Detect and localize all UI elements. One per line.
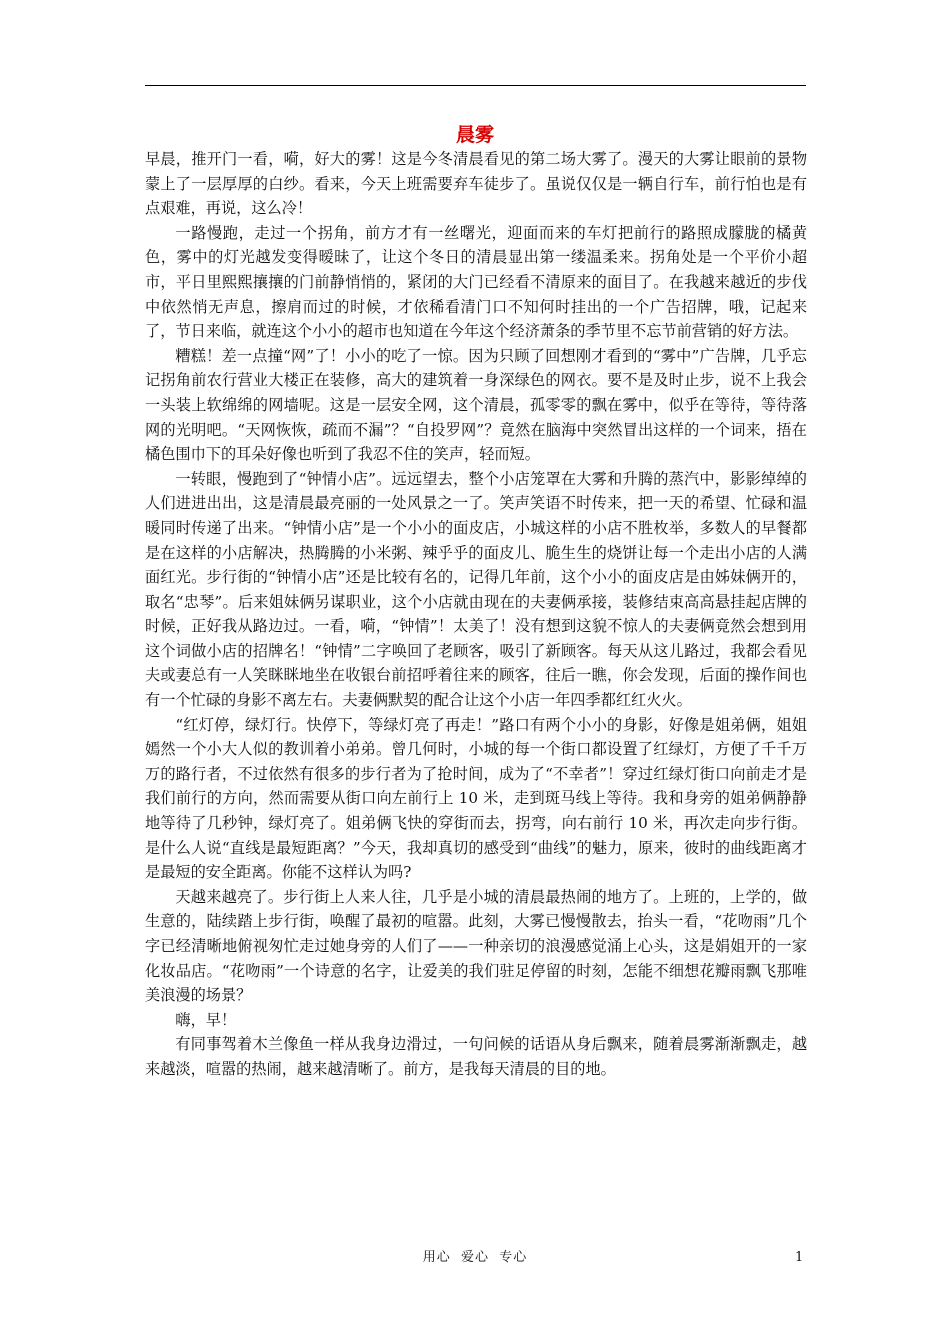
paragraph-8: 有同事驾着木兰像鱼一样从我身边滑过，一句问候的话语从身后飘来，随着晨雾渐渐飘走，越来越淡，喧嚣的热闹，越来越清晰了。前方，是我每天清晨的目的地。 xyxy=(145,1035,807,1078)
paragraph-6: 天越来越亮了。步行街上人来人往，几乎是小城的清晨最热闹的地方了。上班的，上学的，做生意的，陆续踏上步行街，唤醒了最初的喧嚣。此刻，大雾已慢慢散去，抬头一看，“花吻雨”几个字已经清晰地俯视匆忙走过她身旁的人们了——一种亲切的浪漫感觉涌上心头，这是娟姐开的一家化妆品店。“花吻雨”一个诗意的名字，让爱美的我们驻足停留的时刻，怎能不细想花瓣雨飘飞那唯美浪漫的场景？ xyxy=(145,887,807,1005)
paragraph-4: 一转眼，慢跑到了“钟情小店”。远远望去，整个小店笼罩在大雾和升腾的蒸汽中，影影绰绰的人们进进出出，这是清晨最亮丽的一处风景之一了。笑声笑语不时传来，把一天的希望、忙碌和温暖同时传递了出来。“钟情小店”是一个小小的面皮店，小城这样的小店不胜枚举，多数人的早餐都是在这样的小店解决，热腾腾的小米粥、辣乎乎的面皮儿、脆生生的烧饼让每一个走出小店的人满面红光。步行街的“钟情小店”还是比较有名的，记得几年前，这个小小的面皮店是由姊妹俩开的，取名“忠琴”。后来姐妹俩另谋职业，这个小店就由现在的夫妻俩承接，装修结束高高悬挂起店牌的时候，正好我从路边过。一看，嗬，“钟情”！太美了！没有想到这貌不惊人的夫妻俩竟然会想到用这个词做小店的招牌名！“钟情”二字唤回了老顾客，吸引了新顾客。每天从这儿路过，我都会看见夫或妻总有一人笑眯眯地坐在收银台前招呼着往来的顾客，往后一瞧，你会发现，后面的操作间也有一个忙碌的身影不离左右。夫妻俩默契的配合让这个小店一年四季都红红火火。 xyxy=(145,469,807,710)
paragraph-1: 早晨，推开门一看，嗬，好大的雾！这是今冬清晨看见的第二场大雾了。漫天的大雾让眼前的景物蒙上了一层厚厚的白纱。看来，今天上班需要弃车徒步了。虽说仅仅是一辆自行车，前行怕也是有点艰难，再说，这么冷！ xyxy=(145,150,807,218)
page-number: 1 xyxy=(795,1250,804,1265)
document-title: 晨雾 xyxy=(455,124,494,146)
paragraph-2: 一路慢跑，走过一个拐角，前方才有一丝曙光，迎面而来的车灯把前行的路照成朦胧的橘黄色，雾中的灯光越发变得暧昧了，让这个冬日的清晨显出第一缕温柔来。拐角处是一个平价小超市，平日里熙熙攘攘的门前静悄悄的，紧闭的大门已经看不清原来的面目了。在我越来越近的步伐中依然悄无声息，擦肩而过的时候，才依稀看清门口不知何时挂出的一个广告招牌，哦，记起来了，节日来临，就连这个小小的超市也知道在今年这个经济萧条的季节里不忘节前营销的好方法。 xyxy=(145,223,807,341)
paragraph-5: “红灯停，绿灯行。快停下，等绿灯亮了再走！”路口有两个小小的身影，好像是姐弟俩，姐姐嫣然一个小大人似的教训着小弟弟。曾几何时，小城的每一个街口都设置了红绿灯，方便了千千万万的路行者，不过依然有很多的步行者为了抢时间，成为了“不幸者”！穿过红绿灯街口向前走才是我们前行的方向，然而需要从街口向左前行上 10 米，走到斑马线上等待。我和身旁的姐弟俩静静地等待了几秒钟，绿灯亮了。姐弟俩飞快的穿街而去，拐弯，向右前行 10 米，再次走向步行街。是什么人说“直线是最短距离？”今天，我却真切的感受到“曲线”的魅力，原来，彼时的曲线距离才是最短的安全距离。你能不这样认为吗? xyxy=(145,715,807,882)
paragraph-7: 嗨，早！ xyxy=(175,1010,237,1029)
header-rule xyxy=(145,85,806,86)
article-body xyxy=(145,147,807,1082)
footer-motto: 用心 爱心 专心 xyxy=(422,1250,528,1265)
paragraph-3: 糟糕！差一点撞“网”了！小小的吃了一惊。因为只顾了回想刚才看到的“雾中”广告牌，几乎忘记拐角前农行营业大楼正在装修，高大的建筑着一身深绿色的网衣。要不是及时止步，说不上我会一头装上软绵绵的网墙呢。这是一层安全网，这个清晨，孤零零的飘在雾中，似乎在等待，等待落网的光明吧。“天网恢恢，疏而不漏”？“自投罗网”？竟然在脑海中突然冒出这样的一个词来，捂在橘色围巾下的耳朵好像也听到了我忍不住的笑声，轻而短。 xyxy=(145,346,807,464)
